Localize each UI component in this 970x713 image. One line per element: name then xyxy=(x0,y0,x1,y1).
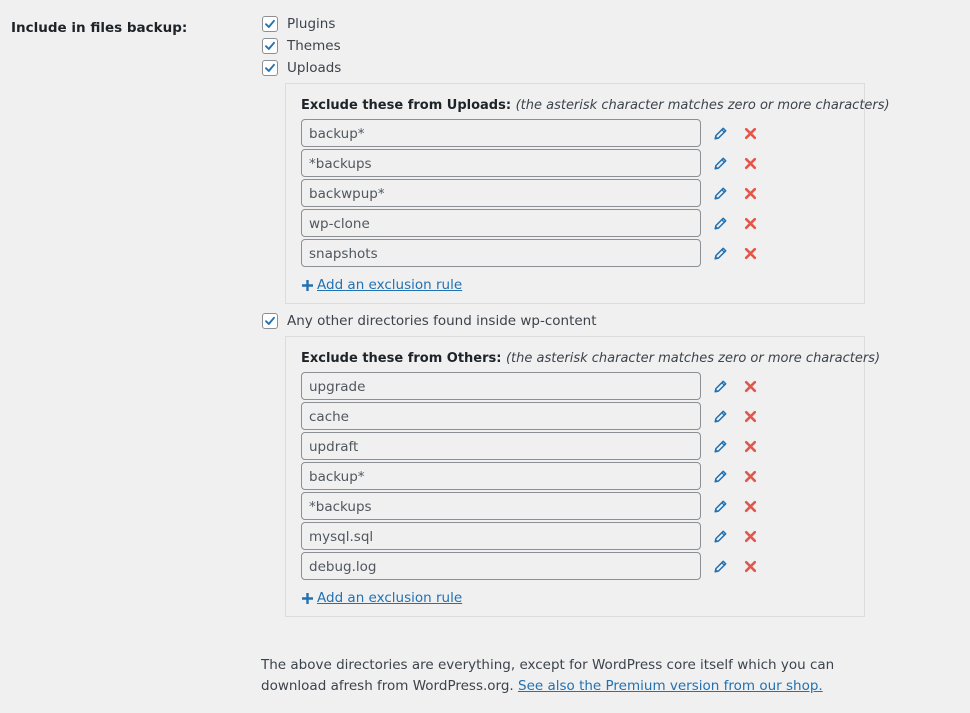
pencil-icon[interactable] xyxy=(712,438,728,454)
delete-x-icon[interactable] xyxy=(742,498,758,514)
others-add-rule xyxy=(301,590,850,606)
uploads-label: Uploads xyxy=(287,60,342,76)
uploads-exclusions-panel xyxy=(285,83,890,304)
others-rule-list xyxy=(301,371,850,581)
uploads-exclusions-hint: (the asterisk character matches zero or more characters) xyxy=(515,98,890,113)
uploads-exclusions-title xyxy=(301,98,890,113)
pencil-icon[interactable] xyxy=(712,498,728,514)
exclusion-rule-row xyxy=(301,521,850,551)
pencil-icon[interactable] xyxy=(712,378,728,394)
uploads-add-rule xyxy=(301,277,850,293)
pencil-icon[interactable] xyxy=(712,558,728,574)
delete-x-icon[interactable] xyxy=(742,185,758,201)
files-backup-options xyxy=(262,13,902,617)
pencil-icon[interactable] xyxy=(712,408,728,424)
exclusion-rule-input[interactable]: updraft xyxy=(301,432,701,460)
delete-x-icon[interactable] xyxy=(742,528,758,544)
checkmark-icon xyxy=(263,17,277,31)
themes-checkbox[interactable] xyxy=(262,38,278,54)
plugins-checkbox[interactable] xyxy=(262,16,278,32)
exclusion-rule-input[interactable]: snapshots xyxy=(301,239,701,267)
exclusion-rule-input[interactable]: wp-clone xyxy=(301,209,701,237)
option-others xyxy=(262,310,902,332)
delete-x-icon[interactable] xyxy=(742,408,758,424)
uploads-add-exclusion-link[interactable]: Add an exclusion rule xyxy=(317,277,463,293)
pencil-icon[interactable] xyxy=(712,155,728,171)
pencil-icon[interactable] xyxy=(712,468,728,484)
exclusion-rule-input[interactable]: cache xyxy=(301,402,701,430)
exclusion-rule-row xyxy=(301,118,850,148)
pencil-icon[interactable] xyxy=(712,245,728,261)
exclusion-rule-row xyxy=(301,208,850,238)
others-exclusions-heading: Exclude these from Others: xyxy=(301,351,502,366)
uploads-checkbox[interactable] xyxy=(262,60,278,76)
others-exclusions-title xyxy=(301,351,881,366)
exclusion-rule-row xyxy=(301,371,850,401)
delete-x-icon[interactable] xyxy=(742,558,758,574)
others-checkbox[interactable] xyxy=(262,313,278,329)
themes-label: Themes xyxy=(287,38,341,54)
exclusion-rule-row xyxy=(301,178,850,208)
others-exclusions-hint: (the asterisk character matches zero or more characters) xyxy=(505,351,881,366)
pencil-icon[interactable] xyxy=(712,528,728,544)
backup-footer-note xyxy=(261,655,901,697)
premium-version-link[interactable]: See also the Premium version from our shop. xyxy=(518,678,823,694)
exclusion-rule-input[interactable]: backwpup* xyxy=(301,179,701,207)
exclusion-rule-row xyxy=(301,431,850,461)
delete-x-icon[interactable] xyxy=(742,378,758,394)
delete-x-icon[interactable] xyxy=(742,125,758,141)
pencil-icon[interactable] xyxy=(712,185,728,201)
exclusion-rule-input[interactable]: upgrade xyxy=(301,372,701,400)
exclusion-rule-row xyxy=(301,491,850,521)
others-exclusions-panel xyxy=(285,336,881,617)
exclusion-rule-row xyxy=(301,238,850,268)
delete-x-icon[interactable] xyxy=(742,245,758,261)
exclusion-rule-row xyxy=(301,148,850,178)
exclusion-rule-input[interactable]: *backups xyxy=(301,492,701,520)
exclusion-rule-input[interactable]: mysql.sql xyxy=(301,522,701,550)
files-backup-label: Include in files backup: xyxy=(11,20,188,36)
plus-icon xyxy=(301,279,314,292)
uploads-rule-list xyxy=(301,118,850,268)
checkmark-icon xyxy=(263,39,277,53)
exclusion-rule-row xyxy=(301,401,850,431)
exclusion-rule-input[interactable]: debug.log xyxy=(301,552,701,580)
option-themes xyxy=(262,35,902,57)
delete-x-icon[interactable] xyxy=(742,155,758,171)
delete-x-icon[interactable] xyxy=(742,438,758,454)
footer-text: The above directories are everything, except for WordPress core itself which you can download afresh from WordPress.org. xyxy=(261,657,835,694)
checkmark-icon xyxy=(263,61,277,75)
pencil-icon[interactable] xyxy=(712,215,728,231)
pencil-icon[interactable] xyxy=(712,125,728,141)
plus-icon xyxy=(301,592,314,605)
uploads-exclusions-heading: Exclude these from Uploads: xyxy=(301,98,512,113)
plugins-label: Plugins xyxy=(287,16,336,32)
exclusion-rule-input[interactable]: backup* xyxy=(301,462,701,490)
option-plugins xyxy=(262,13,902,35)
others-label: Any other directories found inside wp-content xyxy=(287,313,597,329)
delete-x-icon[interactable] xyxy=(742,215,758,231)
others-add-exclusion-link[interactable]: Add an exclusion rule xyxy=(317,590,463,606)
exclusion-rule-input[interactable]: *backups xyxy=(301,149,701,177)
exclusion-rule-row xyxy=(301,551,850,581)
exclusion-rule-row xyxy=(301,461,850,491)
exclusion-rule-input[interactable]: backup* xyxy=(301,119,701,147)
checkmark-icon xyxy=(263,314,277,328)
option-uploads xyxy=(262,57,902,79)
delete-x-icon[interactable] xyxy=(742,468,758,484)
